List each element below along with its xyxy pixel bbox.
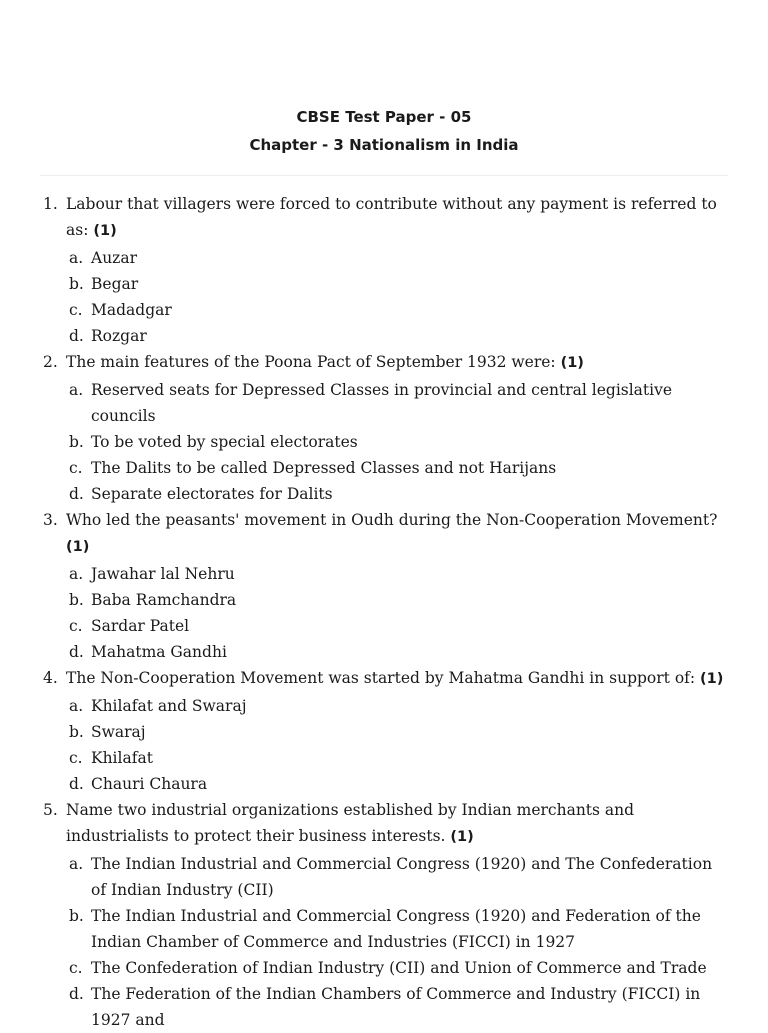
option-item <box>0 745 768 771</box>
option-letter: a. <box>69 381 84 399</box>
question-text: The Non-Cooperation Movement was started by Mahatma Gandhi in support of: <box>66 669 701 687</box>
question-list <box>0 191 768 1033</box>
question-marks: (1) <box>450 829 474 845</box>
option-item <box>0 955 768 981</box>
option-letter: a. <box>69 565 84 583</box>
option-letter: a. <box>69 855 84 873</box>
question-number: 4. <box>43 669 58 687</box>
option-letter: a. <box>69 249 84 267</box>
option-item <box>0 903 768 955</box>
question-marks: (1) <box>93 223 117 239</box>
option-item <box>0 377 768 429</box>
option-text: The Federation of the Indian Chambers of Commerce and Industry (FICCI) in 1927 and <box>91 985 701 1029</box>
option-letter: c. <box>69 959 83 977</box>
option-item <box>0 481 768 507</box>
option-item <box>0 455 768 481</box>
header-divider <box>40 175 728 176</box>
option-text: To be voted by special electorates <box>91 433 358 451</box>
option-text: The Indian Industrial and Commercial Congress (1920) and Federation of the Indian Chamber of Commerce and Industries (FICCI) in 1927 <box>91 907 701 951</box>
option-item <box>0 693 768 719</box>
question-number: 2. <box>43 353 58 371</box>
option-text: Reserved seats for Depressed Classes in provincial and central legislative councils <box>91 381 673 425</box>
question-marks: (1) <box>700 671 724 687</box>
option-letter: a. <box>69 697 84 715</box>
option-letter: d. <box>69 643 84 661</box>
option-item <box>0 429 768 455</box>
question-number: 3. <box>43 511 58 529</box>
question-item <box>0 665 768 797</box>
option-letter: b. <box>69 907 84 925</box>
option-text: Madadgar <box>91 301 172 319</box>
option-letter: b. <box>69 723 84 741</box>
option-item <box>0 771 768 797</box>
option-text: The Confederation of Indian Industry (CII) and Union of Commerce and Trade <box>91 959 707 977</box>
option-item <box>0 613 768 639</box>
option-item <box>0 297 768 323</box>
option-item <box>0 323 768 349</box>
option-letter: c. <box>69 749 83 767</box>
question-number: 1. <box>43 195 58 213</box>
option-text: Jawahar lal Nehru <box>91 565 235 583</box>
option-text: The Dalits to be called Depressed Classes and not Harijans <box>91 459 557 477</box>
question-marks: (1) <box>66 539 90 555</box>
option-text: Khilafat <box>91 749 153 767</box>
question-item <box>0 191 768 349</box>
option-item <box>0 587 768 613</box>
option-item <box>0 719 768 745</box>
option-item <box>0 639 768 665</box>
option-letter: b. <box>69 591 84 609</box>
option-item <box>0 561 768 587</box>
option-text: The Indian Industrial and Commercial Congress (1920) and The Confederation of Indian Industry (CII) <box>91 855 713 899</box>
question-text: Name two industrial organizations established by Indian merchants and industrialists to protect their business interests. <box>66 801 635 845</box>
option-text: Mahatma Gandhi <box>91 643 227 661</box>
option-text: Rozgar <box>91 327 147 345</box>
option-text: Begar <box>91 275 139 293</box>
option-text: Separate electorates for Dalits <box>91 485 333 503</box>
option-letter: c. <box>69 617 83 635</box>
option-text: Sardar Patel <box>91 617 190 635</box>
option-letter: d. <box>69 985 84 1003</box>
question-text: Labour that villagers were forced to contribute without any payment is referred to as: <box>66 195 717 239</box>
question-item <box>0 507 768 665</box>
question-item <box>0 797 768 1033</box>
option-letter: d. <box>69 775 84 793</box>
option-text: Chauri Chaura <box>91 775 208 793</box>
option-item <box>0 271 768 297</box>
option-letter: d. <box>69 327 84 345</box>
option-text: Baba Ramchandra <box>91 591 237 609</box>
option-letter: b. <box>69 433 84 451</box>
option-text: Khilafat and Swaraj <box>91 697 247 715</box>
question-number: 5. <box>43 801 58 819</box>
page-subtitle: Chapter - 3 Nationalism in India <box>249 136 519 154</box>
option-letter: d. <box>69 485 84 503</box>
option-text: Swaraj <box>91 723 146 741</box>
option-item <box>0 245 768 271</box>
option-item <box>0 851 768 903</box>
page-title: CBSE Test Paper - 05 <box>296 108 472 126</box>
question-marks: (1) <box>560 355 584 371</box>
question-text: The main features of the Poona Pact of September 1932 were: <box>66 353 561 371</box>
question-text: Who led the peasants' movement in Oudh during the Non-Cooperation Movement? <box>66 511 718 529</box>
option-text: Auzar <box>91 249 137 267</box>
option-item <box>0 981 768 1033</box>
option-letter: c. <box>69 301 83 319</box>
option-letter: b. <box>69 275 84 293</box>
option-letter: c. <box>69 459 83 477</box>
question-item <box>0 349 768 507</box>
